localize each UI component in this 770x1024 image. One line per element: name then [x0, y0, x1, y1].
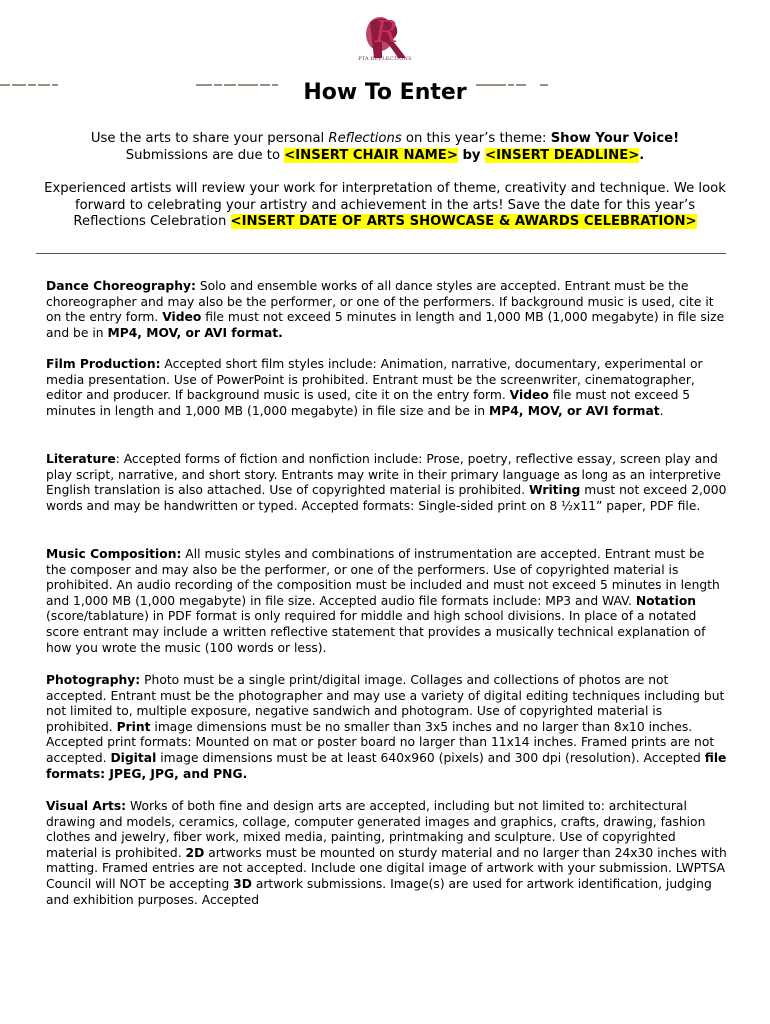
section-dance: Dance Choreography: Solo and ensemble works of all dance styles are accepted. Entrant must be the choreographer and may also be the performer, or one of the performers. If background music is used, cite it on the entry form. Video file must not exceed 5 minutes in length and 1,000 MB (1,000 megabyte) in file size and be in MP4, MOV, or AVI format.: [46, 279, 725, 340]
section-label: Music Composition:: [46, 547, 182, 561]
section-literature: Literature: Accepted forms of fiction and nonfiction include: Prose, poetry, reflective essay, screen play and play script, narrative, and short story. Entrants may write in their primary language as long as an interpretive English translation is also attached. Use of copyrighted material is prohibited. Writing must not exceed 2,000 words and may be handwritten or typed. Accepted formats: Single-sided print on 8 ½x11” paper, PDF file.: [46, 452, 727, 513]
section-label: Photography:: [46, 673, 141, 687]
section-photography: Photography: Photo must be a single print/digital image. Collages and collections of photos are not accepted. Entrant must be the photographer and may use a variety of digital editing techniques including but not limited to, multiple exposure, negative sandwich and photogram. Use of copyrighted material is prohibited. Print image dimensions must be no smaller than 3x5 inches and no larger than 8x10 inches. Accepted print formats: Mounted on mat or poster board no larger than 11x14 inches. Framed prints are not accepted. Digital image dimensions must be at least 640x960 (pixels) and 300 dpi (resolution). Accepted file formats: JPEG, JPG, and PNG.: [46, 673, 727, 781]
section-visual-arts: Visual Arts: Works of both fine and design arts are accepted, including but not limited to: architectural drawing and models, ceramics, collage, computer generated images and graphics, crafts, drawing, fashion clothes and jewelry, fiber work, mixed media, painting, printmaking and sculpture. Use of copyrighted material is prohibited. 2D artworks must be mounted on sturdy material and no larger than 24x30 inches with matting. Framed entries are not accepted. Include one digital image of artwork with your submission. LWPTSA Council will NOT be accepting 3D artwork submissions. Image(s) are used for artwork identification, judging and exhibition purposes. Accepted: [46, 799, 727, 907]
section-label: Dance Choreography:: [46, 279, 196, 293]
section-label: Film Production:: [46, 357, 161, 371]
deadline-placeholder: <INSERT DEADLINE>: [485, 147, 640, 163]
svg-text:R: R: [374, 15, 398, 50]
section-music: Music Composition: All music styles and combinations of instrumentation are accepted. Entrant must be the composer and may also be the performer, or one of the performers. Use of copyrighted material is prohibited. An audio recording of the composition must be included and must not exceed 5 minutes in length and 1,000 MB (1,000 megabyte) in file size. Accepted audio file formats include: MP3 and WAV. Notation (score/tablature) in PDF format is only required for middle and high school divisions. In place of a notated score entrant may include a written reflective statement that provides a musically technical explanation of how you wrote the music (100 words or less).: [46, 547, 720, 655]
decorative-mark: [540, 74, 550, 78]
decorative-line-right: [476, 74, 528, 78]
divider: [36, 253, 726, 254]
showcase-placeholder: <INSERT DATE OF ARTS SHOWCASE & AWARDS CELEBRATION>: [230, 214, 697, 229]
section-label: Literature: [46, 452, 116, 466]
decorative-line-left: [0, 74, 60, 78]
section-label: Visual Arts:: [46, 799, 127, 813]
chair-name-placeholder: <INSERT CHAIR NAME>: [284, 147, 458, 163]
page-title: How To Enter: [303, 80, 467, 105]
intro-celebration: Experienced artists will review your work for interpretation of theme, creativity and technique. We look forward to celebrating your artistry and achievement in the arts! Save the date for this year’s Reflections Celebration <INSERT DATE OF ARTS SHOWCASE & AWARDS CELEBRATION>: [44, 181, 726, 229]
section-film: Film Production: Accepted short film styles include: Animation, narrative, documentary, experimental or media presentation. Use of PowerPoint is prohibited. Entrant must be the screenwriter, cinematographer, editor and producer. If background music is used, cite it on the entry form. Video file must not exceed 5 minutes in length and 1,000 MB (1,000 megabyte) in file size and be in MP4, MOV, or AVI format.: [46, 357, 703, 418]
decorative-line-center: [196, 74, 280, 78]
intro-theme: Use the arts to share your personal Reflections on this year’s theme: Show Your Voice! Submissions are due to <INSERT CHAIR NAME> by <INSERT DEADLINE>.: [90, 131, 680, 163]
logo-caption: PTA REFLECTIONS: [358, 56, 412, 62]
